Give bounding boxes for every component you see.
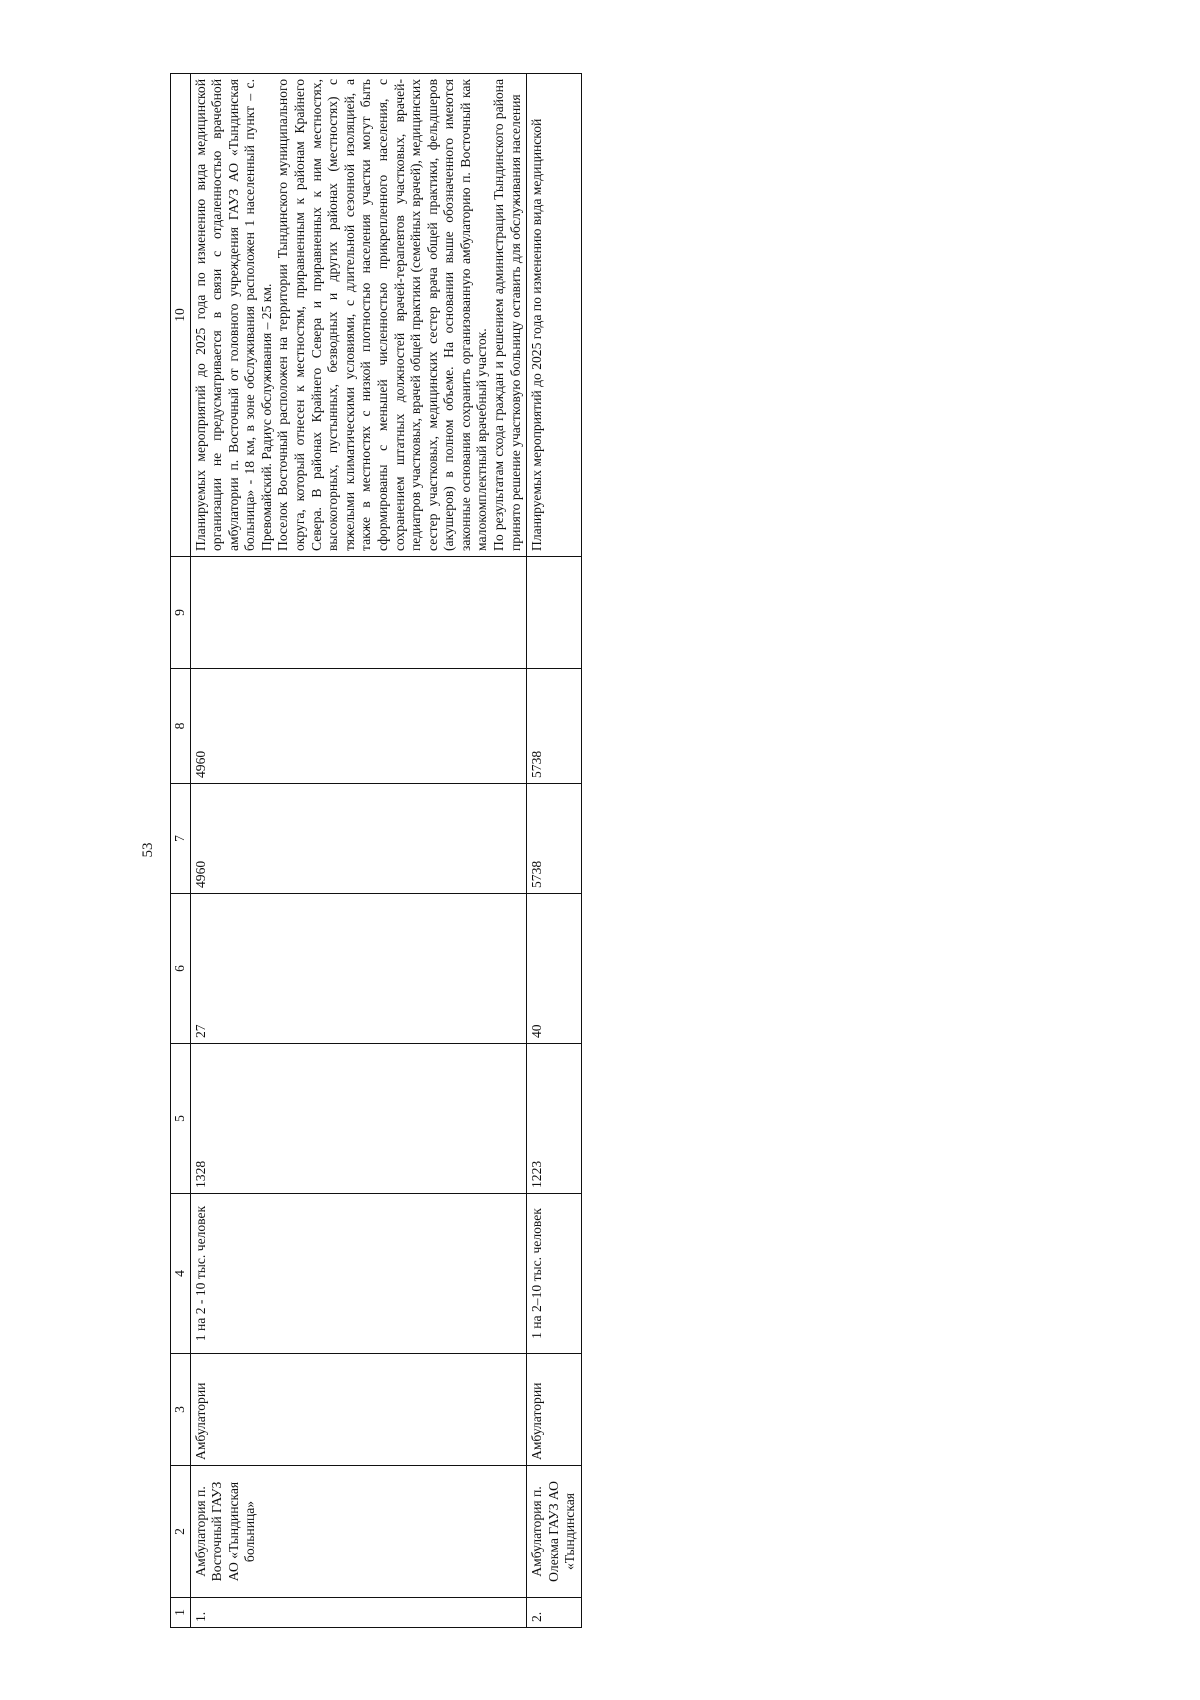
cell-col7: 4960 [190,784,527,894]
facility-name: Амбулатория п. Олекма ГАУЗ АО «Тындинская [527,1466,582,1598]
cell-col9 [527,557,582,669]
notes-paragraph: Поселок Восточный расположен на территории Тындинского муниципального округа, который отнесен к местностям, приравненным к районам Крайнего Севера. В районах Крайнего Севера и приравненных к ним местностях, высокогорных, пустынных, безводных и других районах (местностях) с тяжелыми климатическими условиями, с длительной сезонной изоляцией, а также в местностях с низкой плотностью населения участки могут быть сформированы с меньшей численностью прикрепленного населения, с сохранением штатных должностей врачей-терапевтов участковых, врачей-педиатров участковых, врачей общей практики (семейных врачей), медицинских сестер участковых, медицинских сестер врача общей практики, фельдшеров (акушеров) в полном объеме. На основании выше обозначенного имеются законные основания сохранить организованную амбулаторию п. Восточный как малокомплектный врачебный участок. [275,79,490,551]
cell-col7: 5738 [527,784,582,894]
row-number: 1. [190,1598,527,1628]
column-header: 9 [171,557,191,669]
column-header: 8 [171,669,191,784]
column-header: 5 [171,1044,191,1194]
column-header: 3 [171,1354,191,1466]
notes-paragraph: По результатам схода граждан и решением администрации Тындинского района принято решение участковую больницу оставить для обслуживания населения [490,79,523,551]
cell-col8: 5738 [527,669,582,784]
cell-col5: 1328 [190,1044,527,1194]
notes-paragraph: Планируемых мероприятий до 2025 года по изменению вида медицинской организации не предусматривается в связи с отдаленностью врачебной амбулатории п. Восточный от головного учреждения ГАУЗ АО «Тындинская больница» - 18 км, в зоне обслуживания расположен 1 населенный пункт – с. Превомайский. Радиус обслуживания – 25 км. [192,79,274,551]
cell-col6: 27 [190,894,527,1044]
column-number-row [171,74,191,1628]
rotated-page [100,50,1100,1650]
notes-cell [527,74,582,557]
registry-table [170,73,582,1628]
coverage-norm: 1 на 2 - 10 тыс. человек [190,1194,527,1354]
facility-name: Амбулатория п. Восточный ГАУЗ АО «Тындинская больница» [190,1466,527,1598]
facility-type: Амбулатории [527,1354,582,1466]
page-number: 53 [140,842,156,858]
notes-paragraph: Планируемых мероприятий до 2025 года по изменению вида медицинской [529,118,545,551]
column-header: 4 [171,1194,191,1354]
cell-col5: 1223 [527,1044,582,1194]
table-row [190,74,527,1628]
column-header: 2 [171,1466,191,1598]
row-number: 2. [527,1598,582,1628]
facility-type: Амбулатории [190,1354,527,1466]
column-header: 6 [171,894,191,1044]
column-header: 10 [171,74,191,557]
cell-col6: 40 [527,894,582,1044]
table-row [527,74,582,1628]
cell-col9 [190,557,527,669]
cell-col8: 4960 [190,669,527,784]
column-header: 7 [171,784,191,894]
notes-cell [190,74,527,557]
column-header: 1 [171,1598,191,1628]
coverage-norm: 1 на 2–10 тыс. человек [527,1194,582,1354]
